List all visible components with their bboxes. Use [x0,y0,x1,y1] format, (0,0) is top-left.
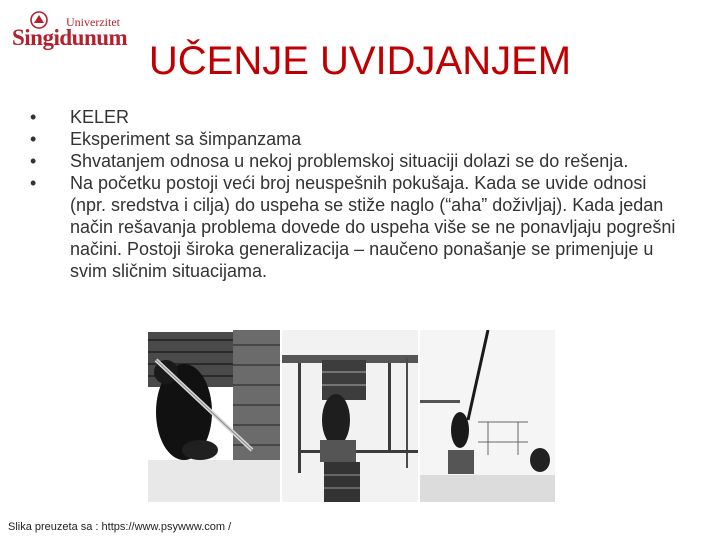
bullet-list [26,106,686,282]
slide-title: UČENJE UVIDJANJEM [148,39,572,83]
bullet-item-experiment: • Eksperiment sa šimpanzama [26,128,686,150]
photo-stacked-crates [282,330,418,502]
image-source-caption: Slika preuzeta sa : https://www.psywww.com / [8,521,232,533]
bullet-item-keler: • KELER [26,106,686,128]
bullet-item-description: • Na početku postoji veći broj neuspešnih pokušaja. Kada se uvide odnosi (npr. sredstva i cilja) do uspeha se stiže naglo (“aha” doživljaj). Kada jedan način rešavanja problema dovede do uspeha više se ne ponavljaju pogrešni načini. Postoji široka generalizacija – naučeno ponašanje se primenjuje u svim sličnim situacijama. [26,172,686,282]
photo-chimp-with-stick [148,330,280,502]
logo-name-text: Singidunum [12,25,128,50]
chimpanzee-experiment-photos [148,330,555,502]
photo-chimp-with-pole [420,330,555,502]
logo-university-text: Univerzitet [66,15,120,29]
bullet-item-insight: • Shvatanjem odnosa u nekoj problemskoj situaciji dolazi se do rešenja. [26,150,686,172]
